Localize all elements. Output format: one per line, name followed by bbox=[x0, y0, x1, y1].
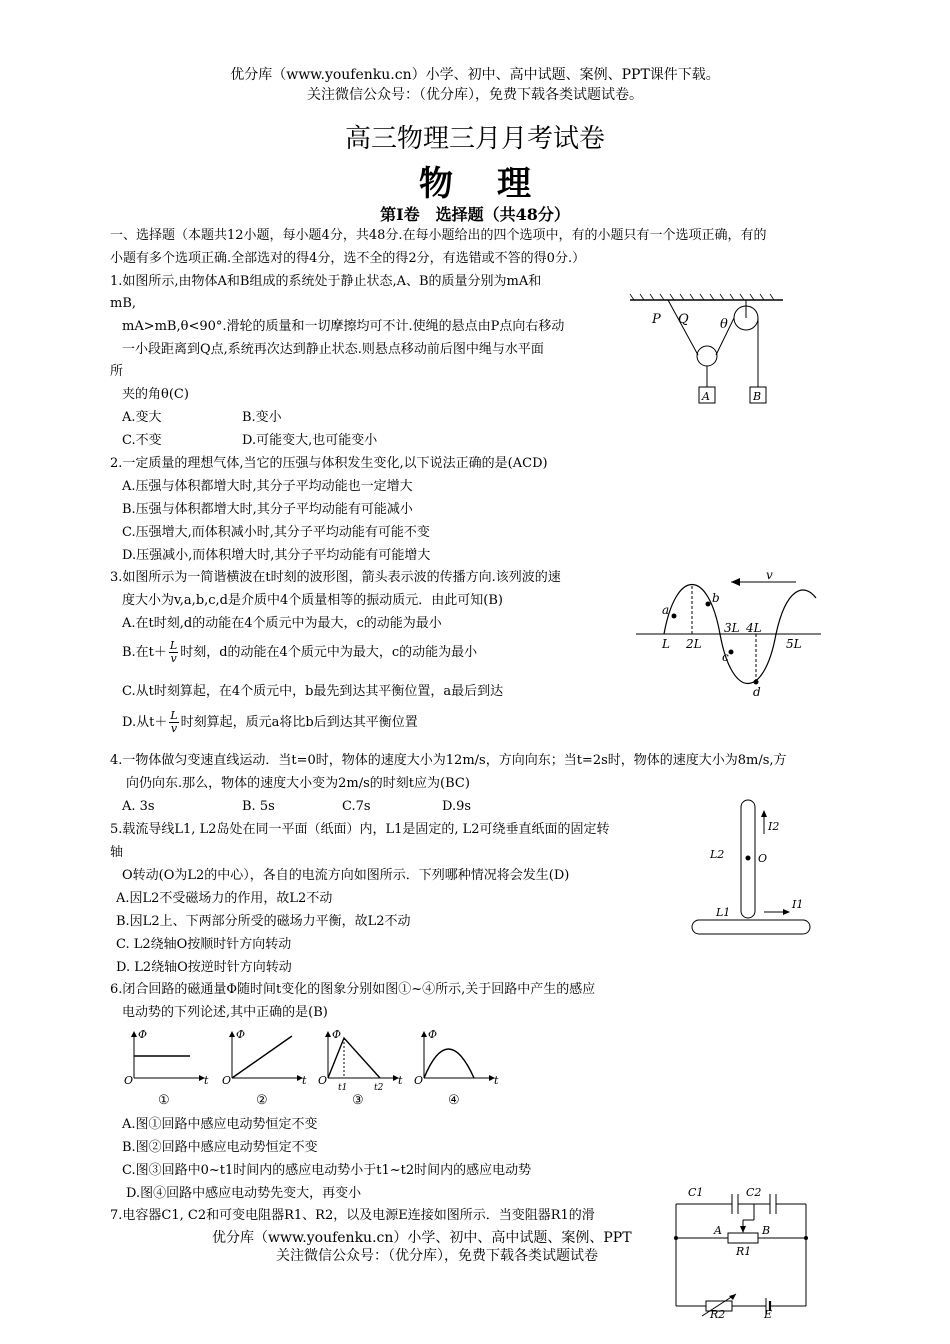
q4-line-2: 向仍向东.那么，物体的速度大小变为2m/s的时刻t应为(BC) bbox=[126, 776, 470, 791]
q3-line-2: 度大小为v,a,b,c,d是介质中4个质量相等的振动质元．由此可知(B) bbox=[122, 593, 503, 608]
q4-option-b: B. 5s bbox=[242, 799, 275, 814]
header-line-1: 优分库（www.youfenku.cn）小学、初中、高中试题、案例、PPT课件下载。 bbox=[230, 67, 720, 83]
q5-line-1: 5.载流导线L1, L2岛处在同一平面（纸面）内，L1是固定的, L2可绕垂直纸面的固定转 bbox=[110, 822, 610, 837]
q6-g4-phi: Φ bbox=[428, 1028, 438, 1041]
footer-line-2: 关注微信公众号：（优分库），免费下载各类试题试卷 bbox=[276, 1248, 598, 1264]
q6-flux-graphs bbox=[118, 1024, 508, 1112]
q3-fig-label-v: v bbox=[766, 568, 773, 582]
q6-g2-t: t bbox=[302, 1074, 307, 1087]
intro-line-2: 小题有多个选项正确.全部选对的得4分，选不全的得2分，有选错或不答的得0分.） bbox=[110, 251, 586, 266]
q2-option-d: D.压强减小,而体积增大时,其分子平均动能有可能增大 bbox=[122, 548, 431, 563]
q1-option-b: B.变小 bbox=[242, 410, 282, 425]
q5-line-3: O转动(O为L2的中心），各自的电流方向如图所示．下列哪种情况将会发生(D) bbox=[122, 868, 570, 883]
q3-option-c: C.从t时刻算起，在4个质元中，b最先到达其平衡位置，a最后到达 bbox=[122, 684, 504, 699]
q6-option-c: C.图③回路中0~t1时间内的感应电动势小于t1~t2时间内的感应电动势 bbox=[122, 1163, 532, 1178]
q3-option-b-post: 时刻，d的动能在4个质元中为最大，c的动能为最小 bbox=[180, 645, 478, 660]
q5-fig-label-o: O bbox=[758, 852, 768, 865]
q3-fig-label-a: a bbox=[662, 603, 670, 617]
q3-option-d-post: 时刻算起，质元a将比b后到达其平衡位置 bbox=[180, 715, 418, 730]
q3-option-b bbox=[122, 640, 477, 665]
q3-fig-label-c: c bbox=[722, 650, 729, 664]
q7-fig-label-r2: R2 bbox=[710, 1308, 726, 1320]
q6-option-d: D.图④回路中感应电动势先变大，再变小 bbox=[126, 1186, 362, 1201]
q6-g4-number: ④ bbox=[448, 1093, 460, 1108]
q4-option-d: D.9s bbox=[442, 799, 472, 814]
q6-graph-4 bbox=[414, 1028, 499, 1108]
q5-fig-label-i1: I1 bbox=[792, 898, 804, 911]
q6-graph-2 bbox=[222, 1028, 307, 1108]
q3-wave-figure bbox=[636, 568, 826, 708]
q1-line-4: 一小段距离到Q点,系统再次达到静止状态.则悬点移动前后图中绳与水平面 bbox=[122, 342, 544, 357]
q6-g3-t1: t1 bbox=[338, 1083, 348, 1093]
q6-g3-phi: Φ bbox=[332, 1028, 342, 1041]
q3-option-d-pre: D.从t＋ bbox=[122, 715, 168, 730]
q6-g3-origin: O bbox=[318, 1074, 328, 1087]
q2-stem: 2.一定质量的理想气体,当它的压强与体积发生变化,以下说法正确的是(ACD) bbox=[110, 456, 548, 471]
q3-fraction-d-den: v bbox=[170, 722, 178, 735]
q4-option-c: C.7s bbox=[342, 799, 371, 814]
q3-fig-label-3l: 3L bbox=[724, 621, 740, 635]
q7-fig-label-c1: C1 bbox=[688, 1186, 704, 1199]
q2-option-b: B.压强与体积都增大时,其分子平均动能有可能减小 bbox=[122, 502, 413, 517]
q1-line-5: 所 bbox=[110, 364, 124, 379]
q6-line-2: 电动势的下列论述,其中正确的是(B) bbox=[122, 1005, 328, 1020]
q6-g3-number: ③ bbox=[352, 1093, 364, 1108]
q7-fig-label-a: A bbox=[714, 1224, 722, 1237]
q6-graph-1 bbox=[124, 1028, 209, 1108]
q6-g1-number: ① bbox=[158, 1093, 170, 1108]
q5-fig-label-i2: I2 bbox=[768, 820, 780, 833]
q3-fig-label-4l: 4L bbox=[746, 621, 762, 635]
q6-g2-origin: O bbox=[222, 1074, 232, 1087]
q5-fig-label-l2: L2 bbox=[710, 848, 725, 861]
q5-option-d: D. L2绕轴O按逆时针方向转动 bbox=[116, 960, 292, 975]
q7-fig-label-r1: R1 bbox=[736, 1245, 752, 1258]
q3-fraction-d-num: L bbox=[170, 709, 178, 722]
q3-option-d bbox=[122, 710, 418, 735]
q7-fig-label-c2: C2 bbox=[746, 1186, 762, 1199]
q6-g2-number: ② bbox=[256, 1093, 268, 1108]
q6-g2-phi: Φ bbox=[236, 1028, 246, 1041]
footer bbox=[0, 1227, 950, 1267]
q3-fig-label-5l: 5L bbox=[786, 637, 802, 651]
q3-option-b-pre: B.在t＋ bbox=[122, 645, 167, 660]
q5-option-a: A.因L2不受磁场力的作用，故L2不动 bbox=[116, 891, 333, 906]
q1-line-3: mA>mB,θ<90°.滑轮的质量和一切摩擦均可不计.使绳的悬点由P点向右移动 bbox=[122, 319, 565, 334]
q6-line-1: 6.闭合回路的磁通量Φ随时间t变化的图象分别如图①~④所示,关于回路中产生的感应 bbox=[110, 982, 596, 997]
q6-g4-origin: O bbox=[414, 1074, 424, 1087]
q3-fraction-b bbox=[169, 640, 178, 665]
q3-fraction-b-den: v bbox=[170, 652, 177, 665]
q5-option-b: B.因L2上、下两部分所受的磁场力平衡，故L2不动 bbox=[116, 914, 411, 929]
q1-line-6: 夹的角θ(C) bbox=[122, 387, 189, 402]
q1-fig-label-b: B bbox=[753, 390, 762, 403]
q3-fig-label-b: b bbox=[712, 591, 720, 605]
q1-option-a: A.变大 bbox=[122, 410, 162, 425]
q1-line-2: mB, bbox=[110, 296, 137, 311]
q6-g3-t: t bbox=[398, 1074, 403, 1087]
q6-g1-origin: O bbox=[124, 1074, 134, 1087]
intro-line-1: 一、选择题（本题共12小题，每小题4分，共48分.在每小题给出的四个选项中，有的小题只有一个选项正确，有的 bbox=[110, 228, 767, 243]
q2-option-a: A.压强与体积都增大时,其分子平均动能也一定增大 bbox=[122, 479, 413, 494]
footer-line-1: 优分库（www.youfenku.cn）小学、初中、高中试题、案例、PPT bbox=[212, 1230, 632, 1246]
q3-fraction-d bbox=[169, 710, 178, 735]
q6-g3-t2: t2 bbox=[374, 1083, 384, 1093]
q3-fraction-b-num: L bbox=[169, 639, 178, 652]
q1-fig-label-theta: θ bbox=[720, 317, 728, 332]
q7-fig-label-b: B bbox=[762, 1224, 771, 1237]
q6-option-b: B.图②回路中感应电动势恒定不变 bbox=[122, 1140, 318, 1155]
header-line-2: 关注微信公众号：（优分库），免费下载各类试题试卷。 bbox=[307, 87, 643, 103]
q7-line-1: 7.电容器C1, C2和可变电阻器R1、R2，以及电源E连接如图所示．当变阻器R1的滑 bbox=[110, 1208, 595, 1223]
subject-title: 物理 bbox=[419, 164, 575, 204]
q6-g4-t: t bbox=[494, 1074, 499, 1087]
q3-fig-label-l: L bbox=[662, 637, 670, 651]
q5-option-c: C. L2绕轴O按顺时针方向转动 bbox=[116, 937, 292, 952]
q4-line-1: 4.一物体做匀变速直线运动．当t=0时，物体的速度大小为12m/s，方向向东；当t=2s时，物体的速度大小为8m/s,方 bbox=[110, 753, 787, 768]
q6-option-a: A.图①回路中感应电动势恒定不变 bbox=[122, 1117, 318, 1132]
q1-line-1: 1.如图所示,由物体A和B组成的系统处于静止状态,A、B的质量分别为mA和 bbox=[110, 274, 542, 289]
q1-fig-label-p: P bbox=[652, 312, 661, 327]
q6-graph-3 bbox=[318, 1028, 403, 1108]
q3-fig-label-d: d bbox=[753, 685, 761, 699]
q6-g1-phi: Φ bbox=[138, 1028, 148, 1041]
q1-option-c: C.不变 bbox=[122, 433, 162, 448]
exam-title: 高三物理三月月考试卷 bbox=[344, 124, 605, 154]
q3-fig-label-2l: 2L bbox=[686, 637, 702, 651]
q3-option-a: A.在t时刻,d的动能在4个质元中为最大，c的动能为最小 bbox=[122, 616, 442, 631]
q5-fig-label-l1: L1 bbox=[716, 906, 731, 919]
q1-pulley-figure bbox=[628, 290, 788, 410]
q2-option-c: C.压强增大,而体积减小时,其分子平均动能有可能不变 bbox=[122, 525, 430, 540]
q5-line-2: 轴 bbox=[110, 845, 124, 860]
section-heading: 第Ⅰ卷 选择题（共48分） bbox=[380, 205, 570, 224]
q5-conductor-figure bbox=[688, 794, 818, 944]
q4-option-a: A. 3s bbox=[122, 799, 155, 814]
q6-g1-t: t bbox=[204, 1074, 209, 1087]
q3-line-1: 3.如图所示为一简谐横波在t时刻的波形图，箭头表示波的传播方向.该列波的速 bbox=[110, 570, 561, 585]
q1-option-d: D.可能变大,也可能变小 bbox=[242, 433, 378, 448]
q1-fig-label-a: A bbox=[702, 390, 710, 403]
q7-fig-label-e: E bbox=[764, 1308, 773, 1320]
q1-fig-label-q: Q bbox=[678, 312, 689, 327]
